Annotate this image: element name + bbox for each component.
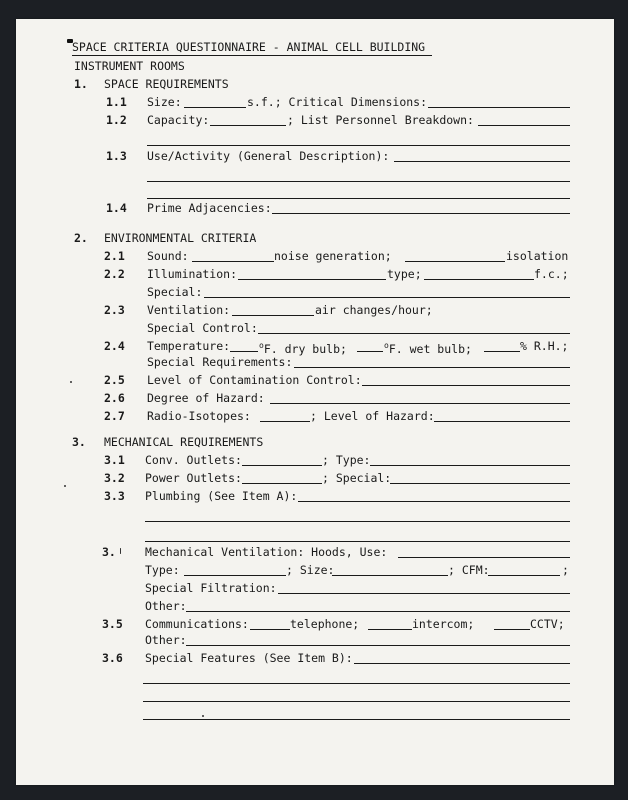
- field-label: Special Filtration:: [145, 581, 277, 595]
- degree-of-hazard-field[interactable]: [270, 403, 570, 404]
- item-number: 2.4: [104, 339, 125, 353]
- field-label: Special Control:: [147, 321, 258, 335]
- field-label: Communications:: [145, 617, 249, 631]
- field-label: ;: [562, 563, 569, 577]
- item-number: 1.1: [106, 95, 127, 109]
- item-number: 3.6: [102, 651, 123, 665]
- item-number: 3.1: [104, 453, 125, 467]
- capacity-field[interactable]: [210, 125, 286, 126]
- field-label: ; Level of Hazard:: [310, 409, 435, 423]
- field-label: Special Requirements:: [147, 355, 293, 369]
- critical-dimensions-field[interactable]: [428, 107, 570, 108]
- item-number: 2.1: [104, 249, 125, 263]
- humidity-field[interactable]: [484, 351, 520, 352]
- field-label: $^o$F. dry bulb;: [259, 341, 347, 356]
- speck: [64, 485, 66, 487]
- field-label: $^o$F. wet bulb;: [384, 341, 472, 356]
- use-activity-line[interactable]: [147, 181, 570, 182]
- field-label: ; List Personnel Breakdown:: [287, 113, 474, 127]
- field-label: Use/Activity (General Description):: [147, 149, 390, 163]
- field-label: Illumination:: [147, 267, 238, 281]
- field-label: Degree of Hazard:: [147, 391, 265, 405]
- hoods-use-field[interactable]: [398, 557, 570, 558]
- field-label: Level of Contamination Control:: [147, 373, 362, 387]
- field-label: f.c.;: [534, 267, 569, 281]
- field-label: noise generation;: [274, 249, 392, 263]
- field-label: ; Size:: [286, 563, 335, 577]
- section-heading: MECHANICAL REQUIREMENTS: [104, 435, 264, 449]
- section-number: 1.: [74, 77, 88, 91]
- field-label: ; Special:: [322, 471, 392, 485]
- section-number: 3.: [72, 435, 86, 449]
- plumbing-line[interactable]: [145, 541, 570, 542]
- item-number: 2.6: [104, 391, 125, 405]
- field-label: telephone;: [290, 617, 360, 631]
- item-number: 2.3: [104, 303, 125, 317]
- intercom-field[interactable]: [368, 629, 412, 630]
- special-features-field[interactable]: [354, 663, 570, 664]
- telephone-field[interactable]: [250, 629, 290, 630]
- field-label: Plumbing (See Item A):: [145, 489, 298, 503]
- field-label: Temperature:: [147, 339, 231, 353]
- section-heading: SPACE REQUIREMENTS: [104, 77, 229, 91]
- special-features-line[interactable]: [143, 683, 570, 684]
- conv-outlets-field[interactable]: [242, 465, 322, 466]
- field-label: air changes/hour;: [315, 303, 433, 317]
- field-label: Other:: [145, 633, 187, 647]
- power-special-field[interactable]: [390, 483, 570, 484]
- speck: [70, 381, 72, 383]
- item-number: 3.: [102, 545, 116, 559]
- page-subtitle: INSTRUMENT ROOMS: [74, 59, 185, 73]
- field-label: isolation: [506, 249, 569, 263]
- item-number: 2.5: [104, 373, 125, 387]
- special-filtration-field[interactable]: [278, 593, 570, 594]
- power-outlets-field[interactable]: [242, 483, 322, 484]
- field-label: Ventilation:: [147, 303, 231, 317]
- noise-isolation-field[interactable]: [405, 261, 505, 262]
- outlet-type-field[interactable]: [370, 465, 570, 466]
- field-label: Special Features (See Item B):: [145, 651, 353, 665]
- field-label: intercom;: [412, 617, 475, 631]
- personnel-breakdown-field[interactable]: [478, 125, 570, 126]
- section-number: 2.: [74, 231, 88, 245]
- personnel-breakdown-line[interactable]: [147, 145, 570, 146]
- item-number: 1.2: [106, 113, 127, 127]
- title-underline: [72, 55, 432, 56]
- field-label: type;: [387, 267, 422, 281]
- level-of-hazard-field[interactable]: [434, 421, 570, 422]
- field-label: Radio-Isotopes:: [147, 409, 251, 423]
- field-label: Other:: [145, 599, 187, 613]
- item-number: 3.2: [104, 471, 125, 485]
- field-label: Sound:: [147, 249, 189, 263]
- ventilation-field[interactable]: [232, 315, 314, 316]
- sound-field[interactable]: [192, 261, 274, 262]
- item-number: 2.7: [104, 409, 125, 423]
- cfm-field[interactable]: [488, 575, 560, 576]
- page-title: SPACE CRITERIA QUESTIONNAIRE - ANIMAL CELL BUILDING: [72, 40, 426, 54]
- field-label: ; CFM:: [448, 563, 490, 577]
- use-activity-field[interactable]: [394, 161, 570, 162]
- field-label: Type:: [145, 563, 180, 577]
- size-field[interactable]: [184, 107, 246, 108]
- hood-size-field[interactable]: [332, 575, 448, 576]
- field-label: Power Outlets:: [145, 471, 242, 485]
- speck: [120, 548, 121, 554]
- illumination-special-field[interactable]: [204, 297, 570, 298]
- ventilation-other-field[interactable]: [186, 611, 570, 612]
- hood-type-field[interactable]: [184, 575, 286, 576]
- item-number: 1.4: [106, 201, 127, 215]
- special-features-line[interactable]: [143, 701, 570, 702]
- prime-adjacencies-field[interactable]: [272, 213, 570, 214]
- item-number: 1.3: [106, 149, 127, 163]
- special-requirements-field[interactable]: [294, 367, 570, 368]
- illumination-field[interactable]: [238, 279, 386, 280]
- field-label: % R.H.;: [520, 339, 569, 353]
- cctv-field[interactable]: [494, 629, 530, 630]
- wet-bulb-field[interactable]: [357, 351, 383, 352]
- illumination-type-field[interactable]: [424, 279, 534, 280]
- section-heading: ENVIRONMENTAL CRITERIA: [104, 231, 257, 245]
- field-label: Prime Adjacencies:: [147, 201, 272, 215]
- field-label: Size:: [147, 95, 182, 109]
- special-features-line[interactable]: [143, 719, 570, 720]
- radio-isotopes-field[interactable]: [260, 421, 310, 422]
- field-label: CCTV;: [530, 617, 565, 631]
- field-label: s.f.; Critical Dimensions:: [247, 95, 428, 109]
- communications-other-field[interactable]: [186, 645, 570, 646]
- contamination-control-field[interactable]: [362, 385, 570, 386]
- plumbing-line[interactable]: [145, 521, 570, 522]
- special-control-field[interactable]: [258, 333, 570, 334]
- item-number: 2.2: [104, 267, 125, 281]
- item-number: 3.5: [102, 617, 123, 631]
- field-label: Mechanical Ventilation: Hoods, Use:: [145, 545, 388, 559]
- use-activity-line[interactable]: [147, 198, 570, 199]
- item-number: 3.3: [104, 489, 125, 503]
- plumbing-field[interactable]: [298, 501, 570, 502]
- field-label: Capacity:: [147, 113, 210, 127]
- dry-bulb-field[interactable]: [230, 351, 258, 352]
- speck: [202, 715, 204, 717]
- questionnaire-page: [16, 19, 614, 785]
- field-label: Conv. Outlets:: [145, 453, 242, 467]
- field-label: Special:: [147, 285, 203, 299]
- field-label: ; Type:: [322, 453, 371, 467]
